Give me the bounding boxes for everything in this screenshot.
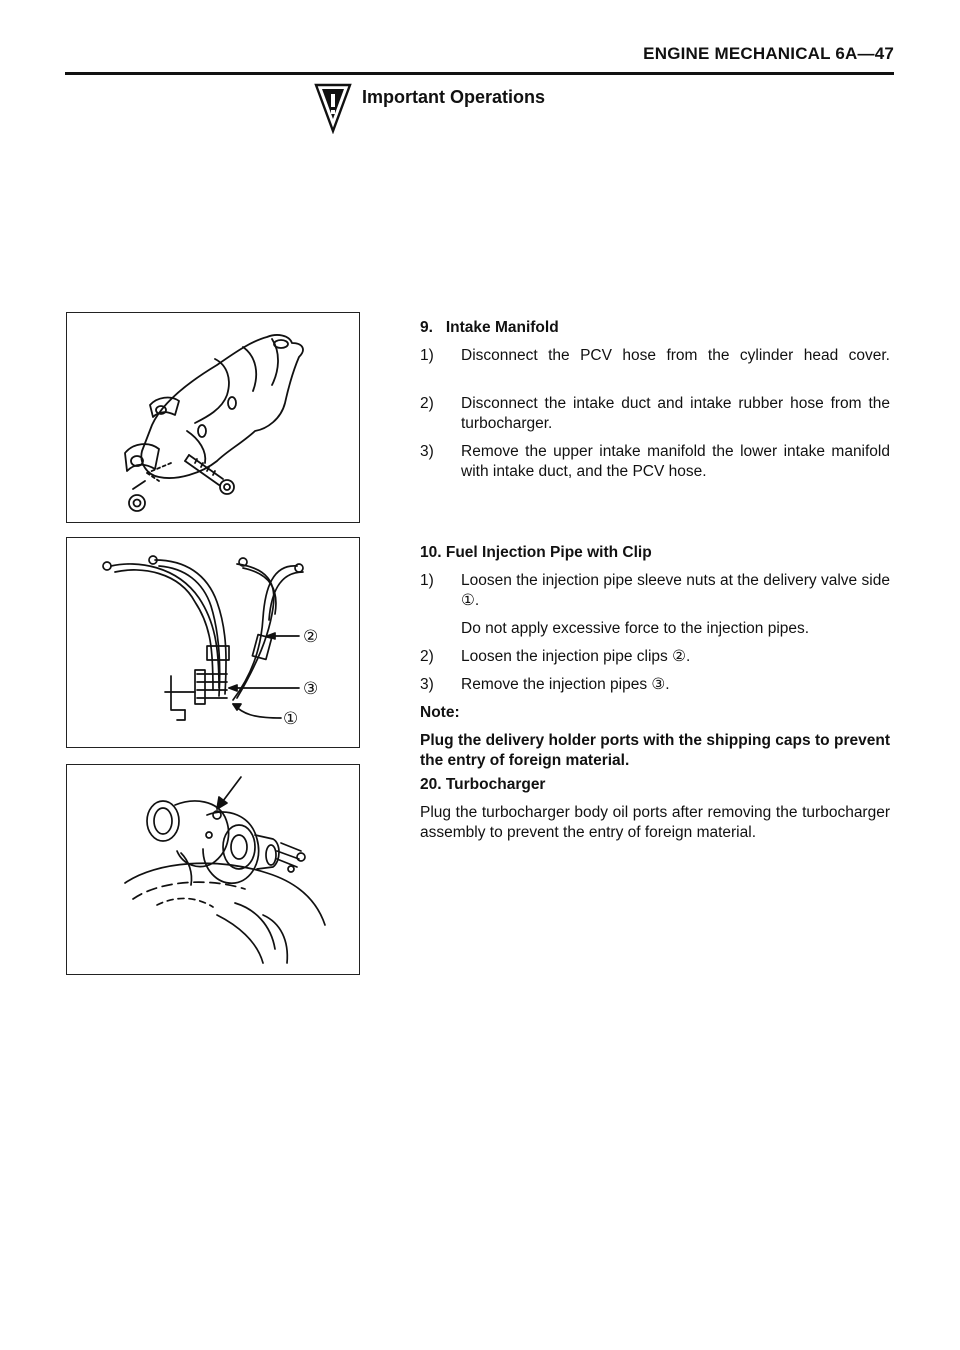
intake-manifold-section bbox=[420, 318, 890, 482]
fuel-injection-step-2 bbox=[420, 647, 890, 667]
intake-manifold-illustration bbox=[67, 313, 359, 522]
step-number: 1) bbox=[420, 572, 434, 589]
fuel-injection-heading: 10. Fuel Injection Pipe with Clip bbox=[420, 544, 652, 561]
step-number: 2) bbox=[420, 395, 434, 412]
intake-manifold-heading: 9. Intake Manifold bbox=[420, 319, 559, 336]
step-text: Disconnect the PCV hose from the cylinder head cover. bbox=[461, 347, 890, 364]
warning-triangle-icon bbox=[313, 82, 353, 134]
step-text: Loosen the injection pipe sleeve nuts at the delivery valve side ①. bbox=[461, 572, 890, 609]
fuel-injection-pipe-illustration bbox=[67, 538, 359, 747]
intake-manifold-step-2 bbox=[420, 394, 890, 434]
turbocharger-illustration bbox=[67, 765, 359, 974]
step-text: Remove the injection pipes ③. bbox=[461, 676, 670, 693]
fuel-injection-section bbox=[420, 543, 890, 771]
turbocharger-text: Plug the turbocharger body oil ports after removing the turbocharger assembly to prevent the entry of foreign material. bbox=[420, 804, 890, 841]
callout-1-label: ① bbox=[283, 709, 299, 729]
turbocharger-figure bbox=[66, 764, 360, 975]
intake-manifold-figure bbox=[66, 312, 360, 523]
fuel-injection-pipe-figure bbox=[66, 537, 360, 748]
callout-3-label: ③ bbox=[303, 679, 319, 699]
step-number: 3) bbox=[420, 443, 434, 460]
page-header-title: ENGINE MECHANICAL 6A—47 bbox=[643, 44, 894, 63]
fuel-injection-caution: Do not apply excessive force to the injection pipes. bbox=[461, 620, 810, 637]
callout-2-label: ② bbox=[303, 627, 319, 647]
section-title: Important Operations bbox=[362, 87, 546, 107]
fuel-injection-step-1 bbox=[420, 571, 890, 611]
fuel-injection-step-3 bbox=[420, 675, 890, 695]
note-text: Plug the delivery holder ports with the shipping caps to prevent the entry of foreign material. bbox=[420, 732, 890, 769]
header-rule bbox=[65, 72, 894, 75]
turbocharger-section bbox=[420, 775, 890, 843]
step-number: 1) bbox=[420, 347, 434, 364]
step-text: Disconnect the intake duct and intake rubber hose from the turbocharger. bbox=[461, 395, 890, 432]
intake-manifold-step-3 bbox=[420, 442, 890, 482]
note-label: Note: bbox=[420, 704, 460, 721]
step-text: Remove the upper intake manifold the lower intake manifold with intake duct, and the PCV hose. bbox=[461, 443, 890, 480]
step-number: 3) bbox=[420, 676, 434, 693]
step-text: Loosen the injection pipe clips ②. bbox=[461, 648, 691, 665]
step-number: 2) bbox=[420, 648, 434, 665]
intake-manifold-step-1 bbox=[420, 346, 890, 386]
turbocharger-heading: 20. Turbocharger bbox=[420, 776, 546, 793]
